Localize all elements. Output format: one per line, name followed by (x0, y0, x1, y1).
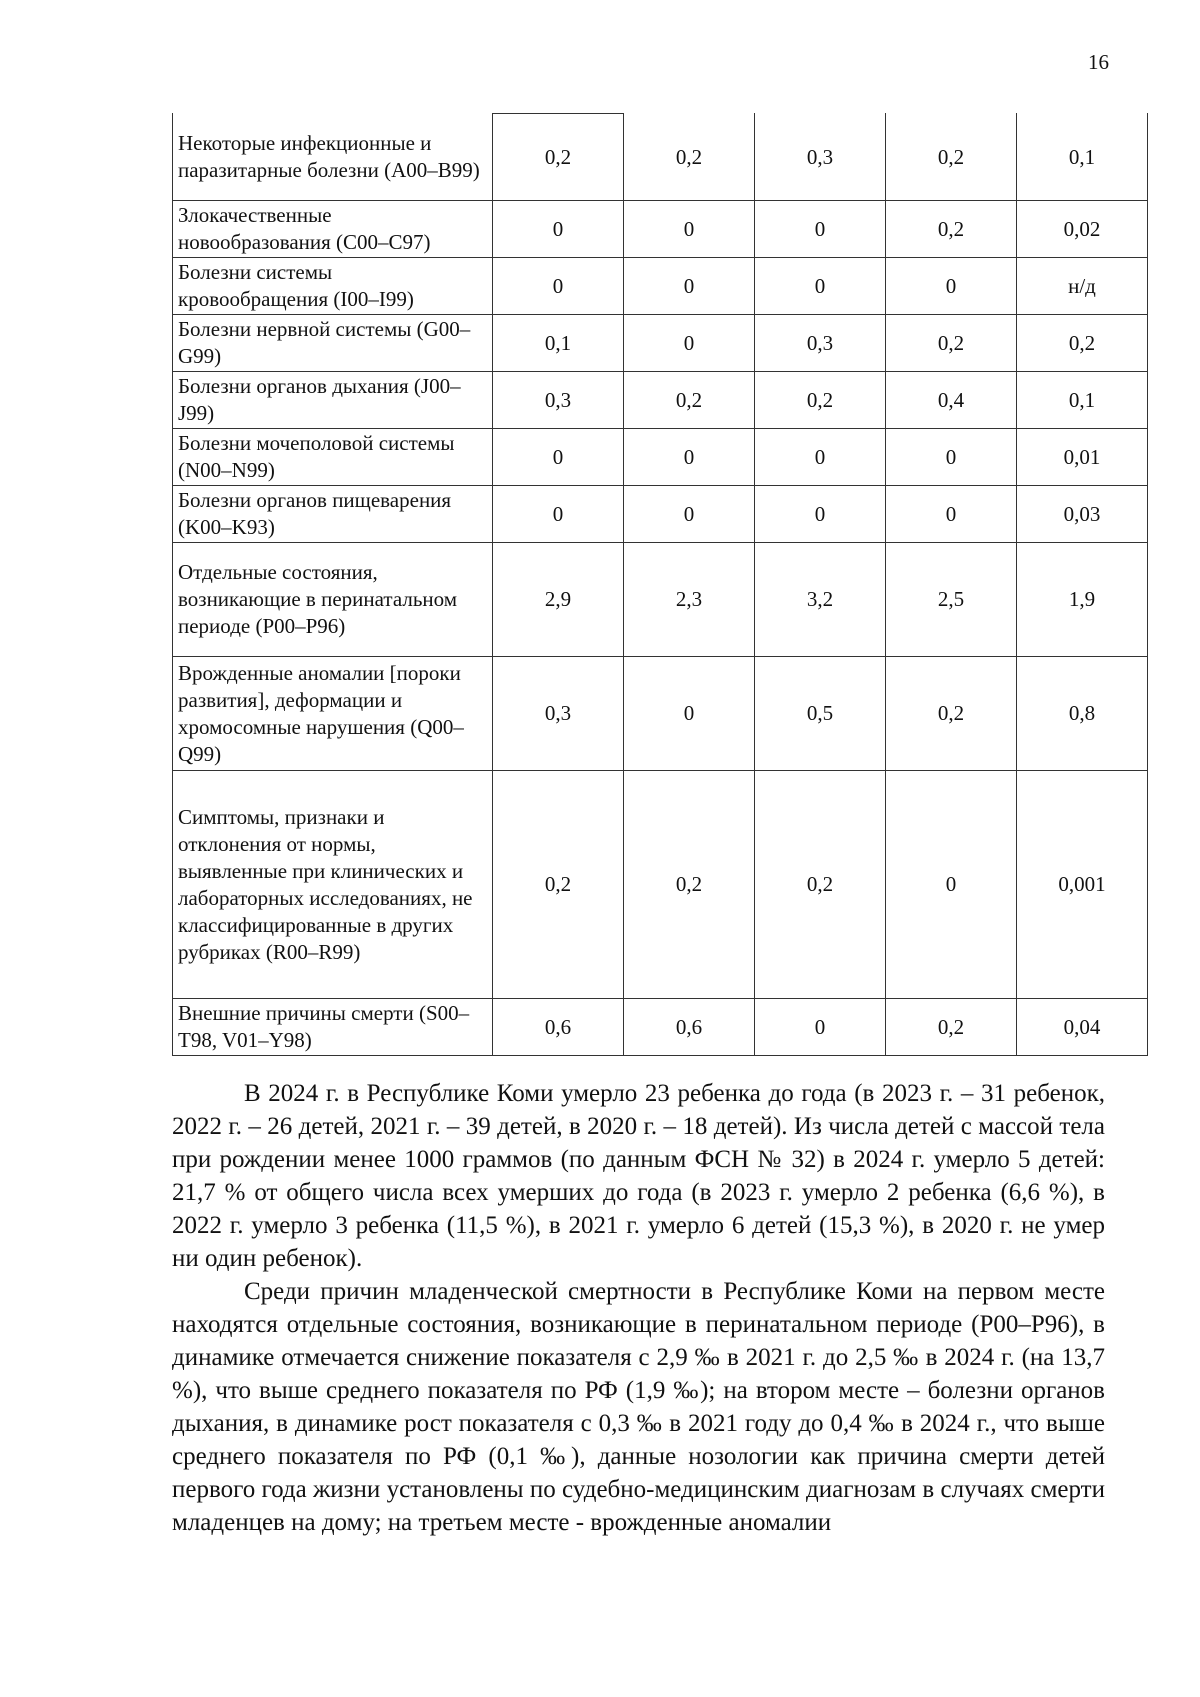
table-row (173, 657, 1148, 771)
value-cell: 0,2 (886, 201, 1017, 258)
cause-cell: Отдельные состояния, возникающие в перинатальном периоде (P00–P96) (173, 543, 493, 657)
value-cell: 0 (624, 315, 755, 372)
value-cell: 0,2 (886, 657, 1017, 771)
value-cell: 0,3 (755, 114, 886, 201)
value-cell: 2,5 (886, 543, 1017, 657)
value-cell: 0,2 (493, 114, 624, 201)
value-cell: 0 (624, 201, 755, 258)
cause-cell: Злокачественные новообразования (C00–C97) (173, 201, 493, 258)
table-row (173, 372, 1148, 429)
cause-cell: Болезни органов пищеварения (K00–K93) (173, 486, 493, 543)
value-cell: 0 (624, 486, 755, 543)
cause-cell: Врожденные аномалии [пороки развития], деформации и хромосомные нарушения (Q00–Q99) (173, 657, 493, 771)
mortality-causes-table-wrapper (172, 113, 1147, 1056)
value-cell: 0 (624, 258, 755, 315)
value-cell: 3,2 (755, 543, 886, 657)
value-cell: 0 (493, 258, 624, 315)
value-cell: 0,2 (624, 771, 755, 999)
value-cell: 0,1 (1017, 114, 1148, 201)
cause-cell: Внешние причины смерти (S00–T98, V01–Y98) (173, 999, 493, 1056)
table-row (173, 429, 1148, 486)
value-cell: 0,1 (493, 315, 624, 372)
value-cell: 1,9 (1017, 543, 1148, 657)
value-cell: 0,4 (886, 372, 1017, 429)
cause-cell: Симптомы, признаки и отклонения от нормы, выявленные при клинических и лабораторных исследованиях, не классифицированные в других рубриках (R00–R99) (173, 771, 493, 999)
value-cell: 0,03 (1017, 486, 1148, 543)
cause-cell: Болезни системы кровообращения (I00–I99) (173, 258, 493, 315)
value-cell: 0,6 (493, 999, 624, 1056)
value-cell: 0,2 (624, 372, 755, 429)
value-cell: 0,2 (493, 771, 624, 999)
value-cell: 0 (624, 657, 755, 771)
value-cell: 0,3 (493, 657, 624, 771)
value-cell: 0,1 (1017, 372, 1148, 429)
value-cell: 0 (493, 201, 624, 258)
table-body (173, 114, 1148, 1056)
value-cell: 0,04 (1017, 999, 1148, 1056)
value-cell: 0 (886, 258, 1017, 315)
table-row (173, 114, 1148, 201)
table-row (173, 258, 1148, 315)
mortality-causes-table (172, 113, 1148, 1056)
value-cell: 0,2 (755, 771, 886, 999)
value-cell: 0 (755, 486, 886, 543)
table-row (173, 315, 1148, 372)
value-cell: 0 (755, 258, 886, 315)
table-row (173, 771, 1148, 999)
value-cell: 0,2 (886, 114, 1017, 201)
value-cell: 0,2 (886, 999, 1017, 1056)
value-cell: 0 (624, 429, 755, 486)
value-cell: 0,2 (624, 114, 755, 201)
table-row (173, 486, 1148, 543)
table-row (173, 201, 1148, 258)
value-cell: 0 (755, 999, 886, 1056)
value-cell: 0,2 (755, 372, 886, 429)
table-row (173, 999, 1148, 1056)
value-cell: 2,3 (624, 543, 755, 657)
value-cell: 0,2 (1017, 315, 1148, 372)
paragraph-infant-deaths: В 2024 г. в Республике Коми умерло 23 ребенка до года (в 2023 г. – 31 ребенок, 2022 г. – 26 детей, 2021 г. – 39 детей, в 2020 г. – 18 детей). Из числа детей с массой тела при рождении менее 1000 граммов (по данным ФСН № 32) в 2024 г. умерло 5 детей: 21,7 % от общего числа всех умерших до года (в 2023 г. умерло 2 ребенка (6,6 %), в 2022 г. умерло 3 ребенка (11,5 %), в 2021 г. умерло 6 детей (15,3 %), в 2020 г. не умер ни один ребенок). (172, 1080, 1105, 1272)
value-cell: 0,5 (755, 657, 886, 771)
value-cell: 0 (493, 429, 624, 486)
value-cell: 0 (755, 201, 886, 258)
value-cell: 0,2 (886, 315, 1017, 372)
value-cell: 0,3 (493, 372, 624, 429)
page-number: 16 (1088, 50, 1109, 74)
value-cell: н/д (1017, 258, 1148, 315)
value-cell: 0,001 (1017, 771, 1148, 999)
value-cell: 0 (886, 429, 1017, 486)
cause-cell: Некоторые инфекционные и паразитарные болезни (A00–B99) (173, 114, 493, 201)
value-cell: 0,02 (1017, 201, 1148, 258)
value-cell: 0,8 (1017, 657, 1148, 771)
value-cell: 0 (886, 486, 1017, 543)
value-cell: 0,6 (624, 999, 755, 1056)
value-cell: 0 (886, 771, 1017, 999)
body-text (172, 1077, 1105, 1539)
value-cell: 0 (755, 429, 886, 486)
paragraph-causes-ranking: Среди причин младенческой смертности в Республике Коми на первом месте находятся отдельные состояния, возникающие в перинатальном периоде (P00–P96), в динамике отмечается снижение показателя с 2,9 ‰ в 2021 г. до 2,5 ‰ в 2024 г. (на 13,7 %), что выше среднего показателя по РФ (1,9 ‰); на втором месте – болезни органов дыхания, в динамике рост показателя с 0,3 ‰ в 2021 году до 0,4 ‰ в 2024 г., что выше среднего показателя по РФ (0,1 ‰), данные нозологии как причина смерти детей первого года жизни установлены по судебно-медицинским диагнозам в случаях смерти младенцев на дому; на третьем месте - врожденные аномалии (172, 1278, 1105, 1536)
value-cell: 0,01 (1017, 429, 1148, 486)
cause-cell: Болезни мочеполовой системы (N00–N99) (173, 429, 493, 486)
table-row (173, 543, 1148, 657)
cause-cell: Болезни нервной системы (G00–G99) (173, 315, 493, 372)
value-cell: 0 (493, 486, 624, 543)
value-cell: 2,9 (493, 543, 624, 657)
cause-cell: Болезни органов дыхания (J00–J99) (173, 372, 493, 429)
value-cell: 0,3 (755, 315, 886, 372)
